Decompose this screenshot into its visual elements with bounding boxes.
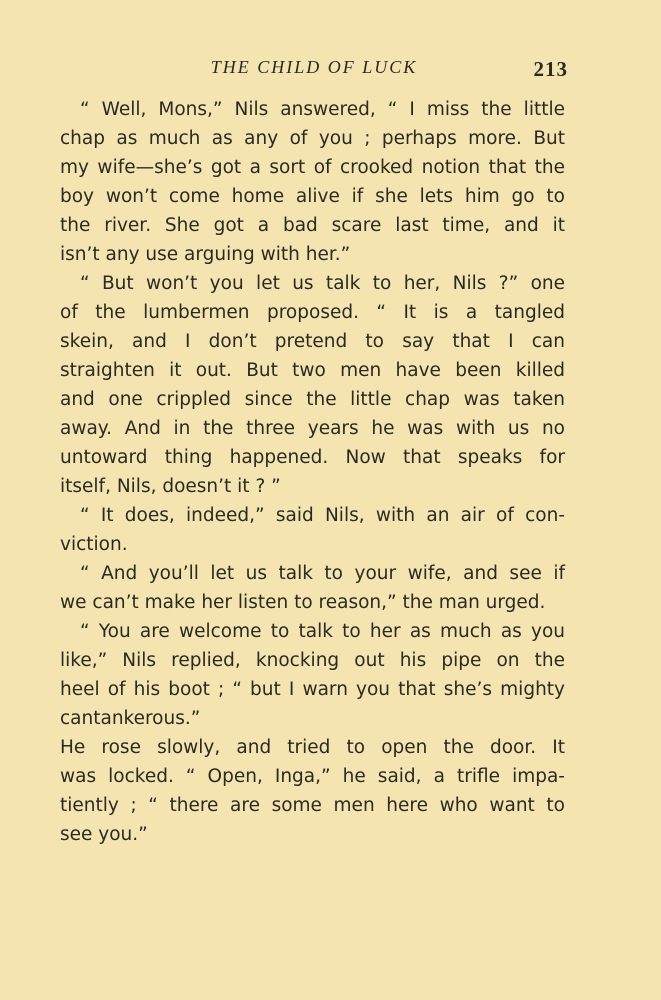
text-line: see you.”	[60, 824, 148, 845]
text-line: was locked. “ Open, Inga,” he said, a trifle impa-	[60, 766, 565, 787]
text-line: “ And you’ll let us talk to your wife, and see if	[80, 563, 565, 584]
text-line: cantankerous.”	[60, 708, 201, 729]
text-line: viction.	[60, 534, 128, 555]
text-line: “ You are welcome to talk to her as much as you	[80, 621, 565, 642]
text-line: my wife—she’s got a sort of crooked notion that the	[60, 157, 565, 178]
text-line: heel of his boot ; “ but I warn you that she’s mighty	[60, 679, 565, 700]
text-line: away. And in the three years he was with us no	[60, 418, 565, 439]
text-line: straighten it out. But two men have been killed	[60, 360, 565, 381]
text-line: boy won’t come home alive if she lets him go to	[60, 186, 565, 207]
text-line: chap as much as any of you ; perhaps more. But	[60, 128, 565, 149]
text-line: like,” Nils replied, knocking out his pipe on the	[60, 650, 565, 671]
page-header	[60, 57, 568, 83]
text-line: of the lumbermen proposed. “ It is a tangled	[60, 302, 565, 323]
body-text	[60, 95, 565, 849]
text-line: untoward thing happened. Now that speaks for	[60, 447, 565, 468]
running-title: THE CHILD OF LUCK	[210, 57, 418, 77]
text-line: isn’t any use arguing with her.”	[60, 244, 351, 265]
page-number: 213	[533, 57, 568, 81]
text-line: the river. She got a bad scare last time, and it	[60, 215, 565, 236]
text-line: skein, and I don’t pretend to say that I can	[60, 331, 565, 352]
text-line: “ It does, indeed,” said Nils, with an air of con-	[80, 505, 565, 526]
text-line: tiently ; “ there are some men here who want to	[60, 795, 565, 816]
text-line: we can’t make her listen to reason,” the man urged.	[60, 592, 546, 613]
text-line: “ Well, Mons,” Nils answered, “ I miss the little	[80, 99, 565, 120]
text-line: “ But won’t you let us talk to her, Nils ?” one	[80, 273, 565, 294]
text-line: and one crippled since the little chap was taken	[60, 389, 565, 410]
text-line: He rose slowly, and tried to open the door. It	[60, 737, 565, 758]
text-line: itself, Nils, doesn’t it ? ”	[60, 476, 281, 497]
